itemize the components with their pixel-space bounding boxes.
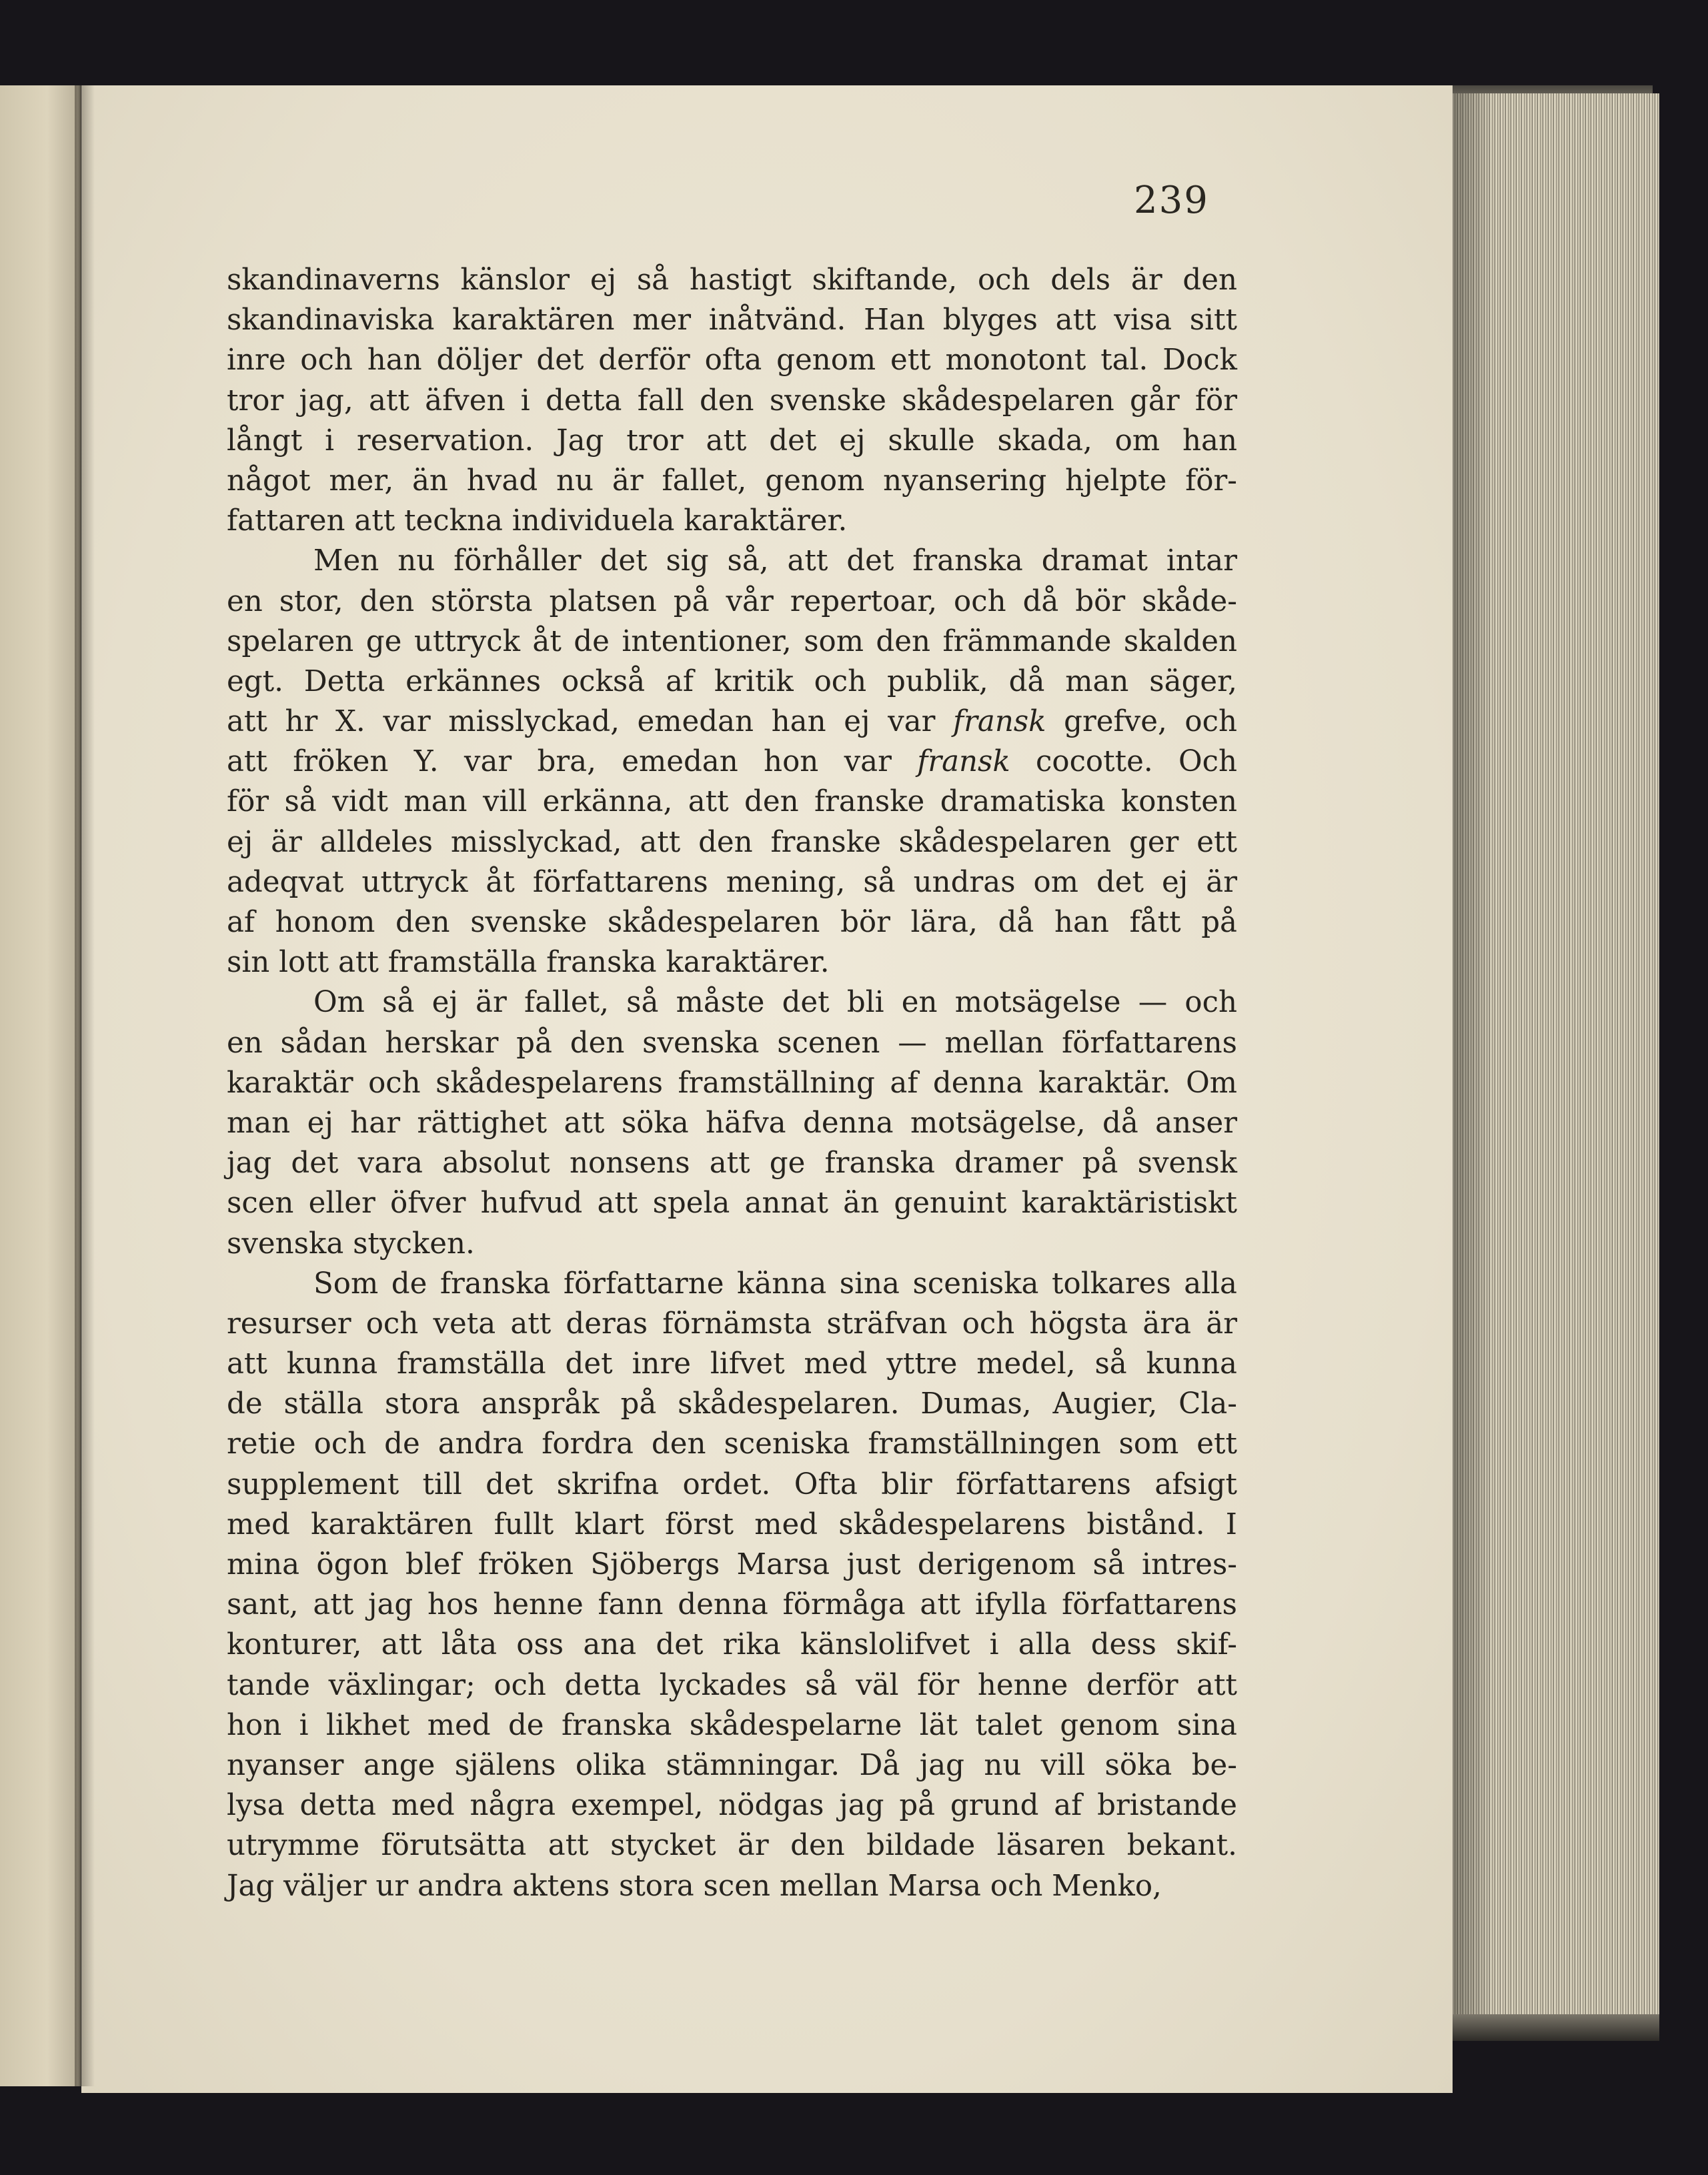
italic-word: fransk [953,705,1046,739]
paragraph [227,260,1237,541]
text-line: Men nu förhåller det sig så, att det franska dramat intar [313,544,1237,578]
text-line: egt. Detta erkännes också af kritik och publik, då man säger, [227,664,1237,698]
text-line: ej är alldeles misslyckad, att den franske skådespelaren ger ett [227,825,1237,859]
text-line: man ej har rättighet att söka häfva denna motsägelse, då anser [227,1106,1237,1140]
previous-page-edge [0,85,81,2086]
text-line: en sådan herskar på den svenska scenen — mellan författarens [227,1026,1237,1060]
text-line: för så vidt man vill erkänna, att den franske dramatiska konsten [227,785,1237,819]
text-line [227,742,1237,782]
text-line: inre och han döljer det derför ofta genom ett monotont tal. Dock [227,343,1237,378]
text-segment: grefve, och [1046,705,1237,739]
text-line: karaktär och skådespelarens framställning af denna karaktär. Om [227,1066,1237,1100]
text-line: med karaktären fullt klart först med skådespelarens bistånd. I [227,1507,1237,1541]
page-stack-edge [1453,93,1659,2024]
paragraph [227,541,1237,982]
italic-word: fransk [917,745,1010,779]
text-line: en stor, den största platsen på vår repertoar, och då bör skåde- [227,584,1237,618]
page-gutter-shadow [75,85,95,2086]
text-line: hon i likhet med de franska skådespelarne lät talet genom sina [227,1708,1237,1742]
text-line: skandinaverns känslor ej så hastigt skiftande, och dels är den [227,263,1237,297]
page-number: 239 [1134,179,1209,222]
text-line: Om så ej är fallet, så måste det bli en motsägelse — och [313,986,1237,1020]
text-line: tande växlingar; och detta lyckades så väl för henne derför att [227,1668,1237,1702]
text-segment: cocotte. Och [1010,745,1237,779]
paragraph [227,1264,1237,1906]
text-segment: att fröken Y. var bra, emedan hon var [227,745,918,779]
text-line: jag det vara absolut nonsens att ge franska dramer på svensk [227,1147,1237,1181]
text-segment: att hr X. var misslyckad, emedan han ej var [227,705,954,739]
text-line: konturer, att låta oss ana det rika känslolifvet i alla dess skif- [227,1628,1237,1662]
text-line: resurser och veta att deras förnämsta sträfvan och högsta ära är [227,1307,1237,1341]
text-line: skandinaviska karaktären mer inåtvänd. Han blyges att visa sitt [227,303,1237,337]
text-line: utrymme förutsätta att stycket är den bildade läsaren bekant. [227,1829,1237,1863]
text-line: adeqvat uttryck åt författarens mening, så undras om det ej är [227,865,1237,899]
text-line [227,702,1237,742]
text-line: de ställa stora anspråk på skådespelaren. Dumas, Augier, Cla- [227,1387,1237,1421]
text-line: Som de franska författarne känna sina sceniska tolkares alla [313,1267,1237,1301]
text-line: retie och de andra fordra den sceniska framställningen som ett [227,1427,1237,1461]
text-line: nyanser ange själens olika stämningar. Då jag nu vill söka be- [227,1748,1237,1782]
paragraph [227,982,1237,1263]
text-line: något mer, än hvad nu är fallet, genom nyansering hjelpte för- [227,464,1237,498]
text-line: scen eller öfver hufvud att spela annat än genuint karaktäristiskt [227,1187,1237,1221]
text-line: fattaren att teckna individuela karaktärer. [227,504,848,538]
text-line: sin lott att framställa franska karaktärer. [227,946,830,980]
text-line: sant, att jag hos henne fann denna förmåga att ifylla författarens [227,1588,1237,1622]
text-line: Jag väljer ur andra aktens stora scen mellan Marsa och Menko, [227,1869,1162,1903]
text-line: att kunna framställa det inre lifvet med yttre medel, så kunna [227,1347,1237,1381]
text-line: lysa detta med några exempel, nödgas jag på grund af bristande [227,1789,1237,1823]
text-line: tror jag, att äfven i detta fall den svenske skådespelaren går för [227,384,1237,418]
text-line: af honom den svenske skådespelaren bör lära, då han fått på [227,906,1237,939]
text-line: supplement till det skrifna ordet. Ofta blir författarens afsigt [227,1467,1237,1501]
page-stack-bottom [1453,2014,1659,2041]
text-line: långt i reservation. Jag tror att det ej skulle skada, om han [227,424,1237,458]
body-text [227,260,1237,1906]
text-line: svenska stycken. [227,1227,475,1261]
text-line: spelaren ge uttryck åt de intentioner, som den främmande skalden [227,624,1237,658]
text-line: mina ögon blef fröken Sjöbergs Marsa just derigenom så intres- [227,1548,1237,1581]
